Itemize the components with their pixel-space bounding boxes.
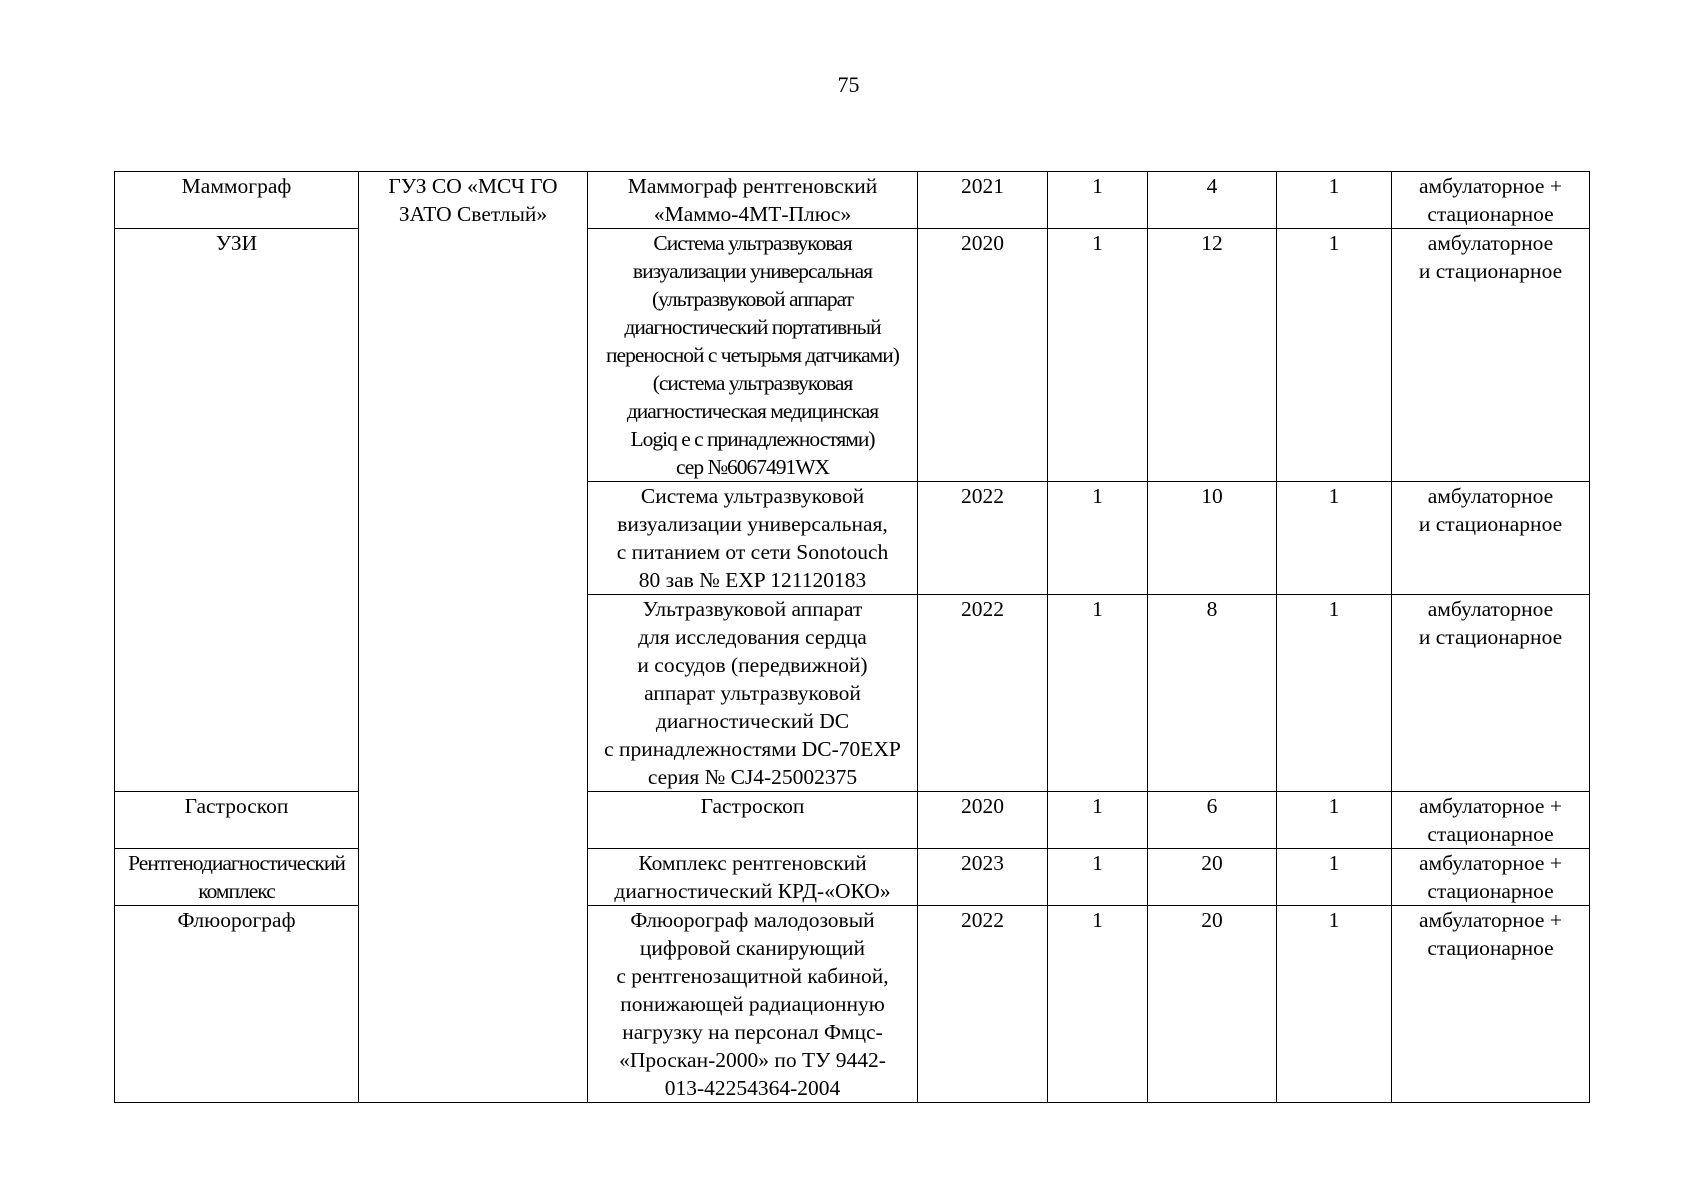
count-cell: 1: [1048, 792, 1148, 849]
count-cell: 1: [1048, 595, 1148, 792]
model-cell: Гастроскоп: [588, 792, 918, 849]
count-cell: 1: [1048, 172, 1148, 229]
count-cell: 1: [1048, 849, 1148, 906]
value-cell: 4: [1148, 172, 1277, 229]
model-cell: Ультразвуковой аппарат для исследования сердца и сосудов (передвижной) аппарат ультразвуковой диагностический DC с принадлежностями DC-70EXP серия № CJ4-25002375: [588, 595, 918, 792]
count-cell: 1: [1277, 595, 1392, 792]
value-cell: 20: [1148, 849, 1277, 906]
mode-cell: амбулаторное и стационарное: [1392, 595, 1590, 792]
count-cell: 1: [1048, 482, 1148, 595]
year-cell: 2021: [918, 172, 1048, 229]
mode-cell: амбулаторное + стационарное: [1392, 792, 1590, 849]
mode-cell: амбулаторное и стационарное: [1392, 482, 1590, 595]
table-row: [115, 792, 1590, 849]
table-row: [115, 906, 1590, 1103]
year-cell: 2022: [918, 595, 1048, 792]
count-cell: 1: [1277, 229, 1392, 482]
count-cell: 1: [1277, 172, 1392, 229]
count-cell: 1: [1048, 906, 1148, 1103]
equipment-type-cell: Флюорограф: [115, 906, 359, 1103]
table-row: [115, 172, 1590, 229]
equipment-type-cell: Маммограф: [115, 172, 359, 229]
table-row: [115, 229, 1590, 482]
count-cell: 1: [1277, 792, 1392, 849]
count-cell: 1: [1277, 906, 1392, 1103]
count-cell: 1: [1277, 849, 1392, 906]
organization-cell: ГУЗ СО «МСЧ ГО ЗАТО Светлый»: [359, 172, 588, 1103]
model-cell: Маммограф рентгеновский «Маммо-4МТ-Плюс»: [588, 172, 918, 229]
value-cell: 20: [1148, 906, 1277, 1103]
page-number: 75: [837, 72, 860, 97]
count-cell: 1: [1048, 229, 1148, 482]
value-cell: 12: [1148, 229, 1277, 482]
equipment-type-cell: УЗИ: [115, 229, 359, 792]
year-cell: 2020: [918, 229, 1048, 482]
equipment-type-cell: Гастроскоп: [115, 792, 359, 849]
model-cell: Комплекс рентгеновский диагностический КРД-«ОКО»: [588, 849, 918, 906]
year-cell: 2022: [918, 482, 1048, 595]
value-cell: 8: [1148, 595, 1277, 792]
value-cell: 10: [1148, 482, 1277, 595]
model-cell: Система ультразвуковой визуализации универсальная, с питанием от сети Sonotouch 80 зав № EXP 121120183: [588, 482, 918, 595]
year-cell: 2022: [918, 906, 1048, 1103]
year-cell: 2020: [918, 792, 1048, 849]
value-cell: 6: [1148, 792, 1277, 849]
count-cell: 1: [1277, 482, 1392, 595]
year-cell: 2023: [918, 849, 1048, 906]
mode-cell: амбулаторное + стационарное: [1392, 849, 1590, 906]
model-cell: Флюорограф малодозовый цифровой сканирующий с рентгенозащитной кабиной, понижающей радиационную нагрузку на персонал Фмцс- «Проскан-2000» по ТУ 9442- 013-42254364-2004: [588, 906, 918, 1103]
model-cell: Система ультразвуковая визуализации универсальная (ультразвуковой аппарат диагностический портативный переносной с четырьмя датчиками) (система ультразвуковая диагностическая медицинская Logiq e с принадлежностями) сер №6067491WX: [588, 229, 918, 482]
mode-cell: амбулаторное и стационарное: [1392, 229, 1590, 482]
mode-cell: амбулаторное + стационарное: [1392, 172, 1590, 229]
table-row: [115, 849, 1590, 906]
mode-cell: амбулаторное + стационарное: [1392, 906, 1590, 1103]
equipment-type-cell: Рентгенодиагностический комплекс: [115, 849, 359, 906]
equipment-table: [114, 171, 1590, 1103]
